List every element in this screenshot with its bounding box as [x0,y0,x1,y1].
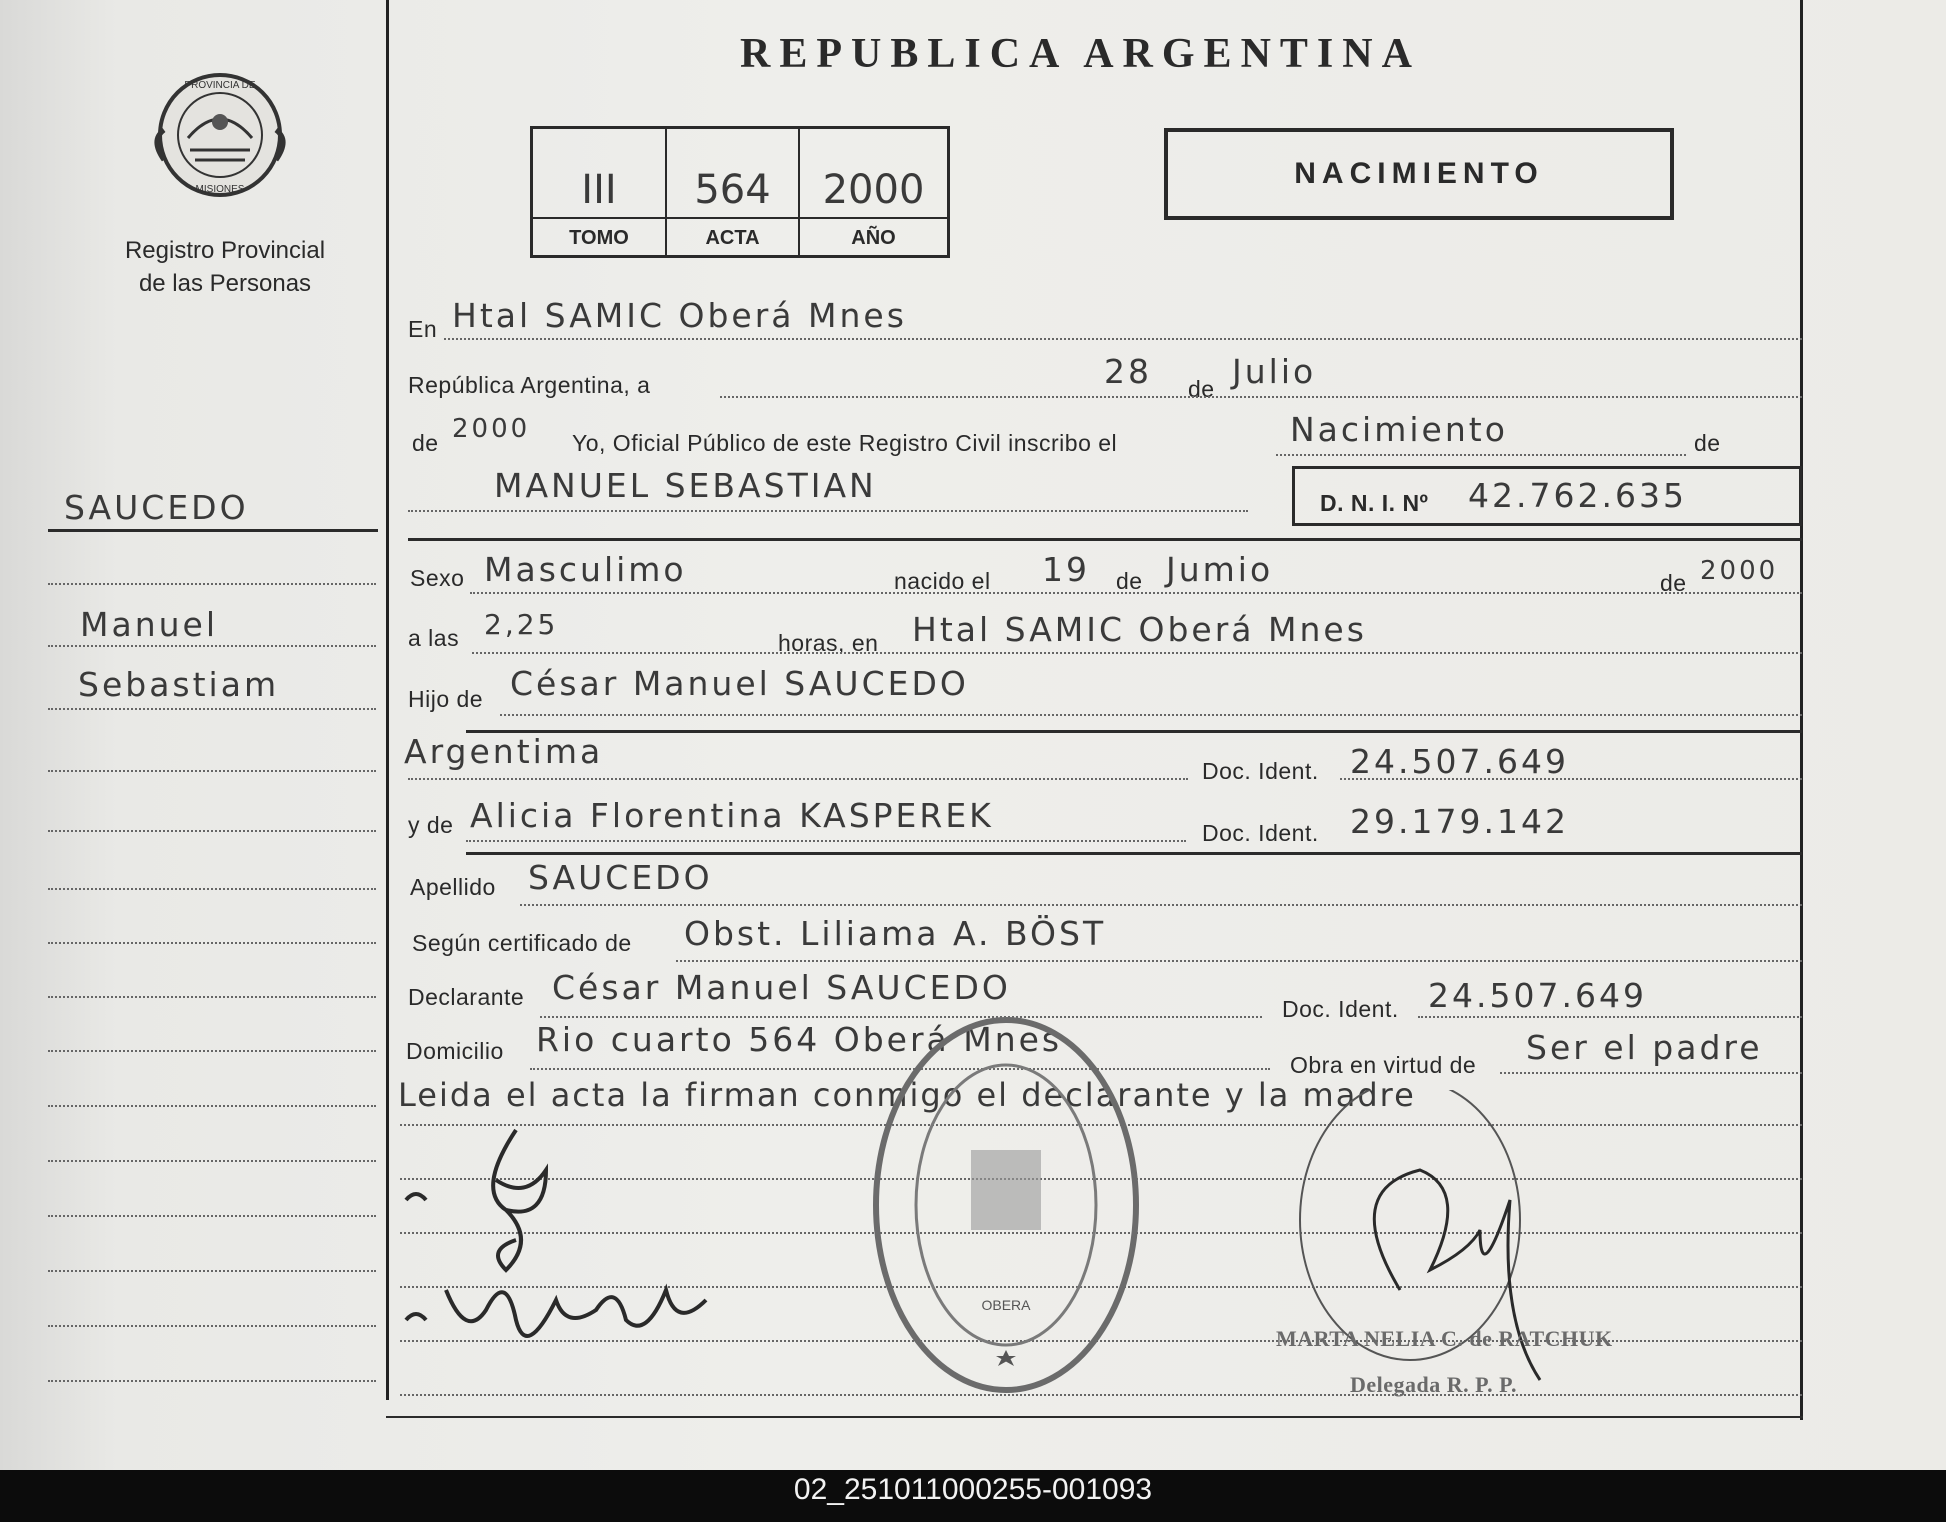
republica-label: República Argentina, a [408,372,651,398]
hijo-label: Hijo de [408,686,484,712]
official-signature [1280,1090,1600,1410]
apellido-value: SAUCEDO [528,858,713,897]
a-las-label: a las [408,625,460,651]
seal-top-text: PROVINCIA DE [184,80,256,91]
bottom-rule [386,1416,1803,1418]
sexo-label: Sexo [410,565,465,591]
left-margin-divider [386,0,389,1400]
madre-doc: 29.179.142 [1350,802,1569,841]
nacido-de-year-label: de [1660,570,1687,596]
margin-line [48,708,376,710]
margin-line [48,888,376,890]
right-form-border [1800,0,1803,1420]
margin-line [48,770,376,772]
scan-image-id: 02_251011000255-001093 [793,1473,1153,1506]
day-value: 28 [1104,352,1152,391]
country-title: REPUBLICA ARGENTINA [740,31,1421,77]
en-line [444,338,1802,340]
record-table [530,126,950,258]
en-label: En [408,316,438,342]
padre-nacionalidad: Argentima [404,732,604,771]
hora-value: 2,25 [484,608,559,641]
event-line [1276,454,1686,456]
en-value: Htal SAMIC Oberá Mnes [452,296,907,335]
sexo-value: Masculimo [484,550,687,589]
dni-value: 42.762.635 [1468,476,1687,515]
madre-line [466,840,1186,842]
nacido-de-label: de [1116,568,1143,594]
domicilio-value: Rio cuarto 564 Oberá Mnes [536,1020,1063,1059]
nacido-year: 2000 [1700,556,1779,586]
month-value: Julio [1232,352,1317,391]
doc-label-padre: Doc. Ident. [1202,758,1319,784]
margin-line [48,1270,376,1272]
doc-label-madre: Doc. Ident. [1202,820,1319,846]
declarant-signature [396,1110,716,1370]
dni-label: D. N. I. Nº [1320,490,1429,516]
declarante-value: César Manuel SAUCEDO [552,968,1011,1007]
margin-line [48,645,376,647]
margin-line [48,1325,376,1327]
tomo-value: III [581,167,617,213]
registry-line-1: Registro Provincial [124,237,326,264]
padre-rule [466,730,1802,733]
certificado-label: Según certificado de [412,930,632,956]
madre-value: Alicia Florentina KASPEREK [470,796,994,835]
padre-value: César Manuel SAUCEDO [510,664,969,703]
margin-line [48,1215,376,1217]
section-rule [408,538,1802,541]
oficial-text: Yo, Oficial Público de este Registro Civil inscribo el [572,430,1118,456]
a-las-line [472,652,1802,654]
padre-doc: 24.507.649 [1350,742,1569,781]
declarante-doc: 24.507.649 [1428,976,1647,1015]
tomo-label: TOMO [533,217,665,257]
name-line [408,510,1248,512]
margin-line [48,942,376,944]
y-de-label: y de [408,812,454,838]
de-label-2: de [1694,430,1721,456]
nacionalidad-line [408,778,1188,780]
obra-label: Obra en virtud de [1290,1052,1477,1078]
margin-line [48,830,376,832]
padre-doc-line [1340,778,1802,780]
de-label: de [1188,376,1215,402]
margin-line [48,1050,376,1052]
margin-surname: SAUCEDO [64,488,249,527]
stamp-text: OBERA [981,1297,1031,1313]
doc-label-declarante: Doc. Ident. [1282,996,1399,1022]
acta-value: 564 [694,167,771,213]
nacido-day: 19 [1042,550,1090,589]
apellido-line [520,904,1802,906]
lugar-value: Htal SAMIC Oberá Mnes [912,610,1367,649]
seal-bottom-text: MISIONES [195,184,245,195]
nacido-month: Jumio [1166,550,1274,589]
provincial-seal-icon [150,60,290,210]
madre-rule [466,852,1802,855]
anio-label: AÑO [800,217,947,257]
year-value: 2000 [452,414,531,444]
registry-line-2: de las Personas [138,270,312,297]
domicilio-label: Domicilio [406,1038,504,1064]
official-title: Delegada R. P. P. [1350,1372,1517,1397]
acta-label: ACTA [667,217,798,257]
leida-text: Leida el acta la firman conmigo el declarante y la madre [398,1076,1416,1114]
official-stamp [866,1010,1146,1400]
event-value: Nacimiento [1290,410,1508,449]
margin-line [48,1380,376,1382]
republica-line [720,396,1802,398]
margin-surname-rule [48,529,378,532]
margin-line [48,1160,376,1162]
margin-line [48,996,376,998]
horas-label: horas, en [778,630,879,656]
registry-name [80,234,370,300]
margin-name-2: Sebastiam [78,665,280,704]
record-type-box: NACIMIENTO [1164,128,1674,220]
anio-value: 2000 [822,167,925,213]
margin-line [48,1105,376,1107]
acta-cell [667,129,800,255]
declarante-label: Declarante [408,984,525,1010]
official-name: MARTA NELIA C. de RATCHUK [1276,1326,1613,1351]
margin-name-1: Manuel [80,605,218,644]
tomo-cell [533,129,667,255]
certificado-value: Obst. Liliama A. BÖST [684,914,1107,953]
certificado-line [676,960,1802,962]
de-year-label: de [412,430,439,456]
hijo-line [500,714,1802,716]
obra-value: Ser el padre [1526,1028,1763,1067]
nacido-label: nacido el [894,568,991,594]
obra-line [1500,1072,1802,1074]
declarante-doc-line [1418,1016,1802,1018]
sexo-line [470,592,1802,594]
child-name: MANUEL SEBASTIAN [494,466,877,505]
apellido-label: Apellido [410,874,496,900]
anio-cell [800,129,947,255]
margin-line [48,583,376,585]
